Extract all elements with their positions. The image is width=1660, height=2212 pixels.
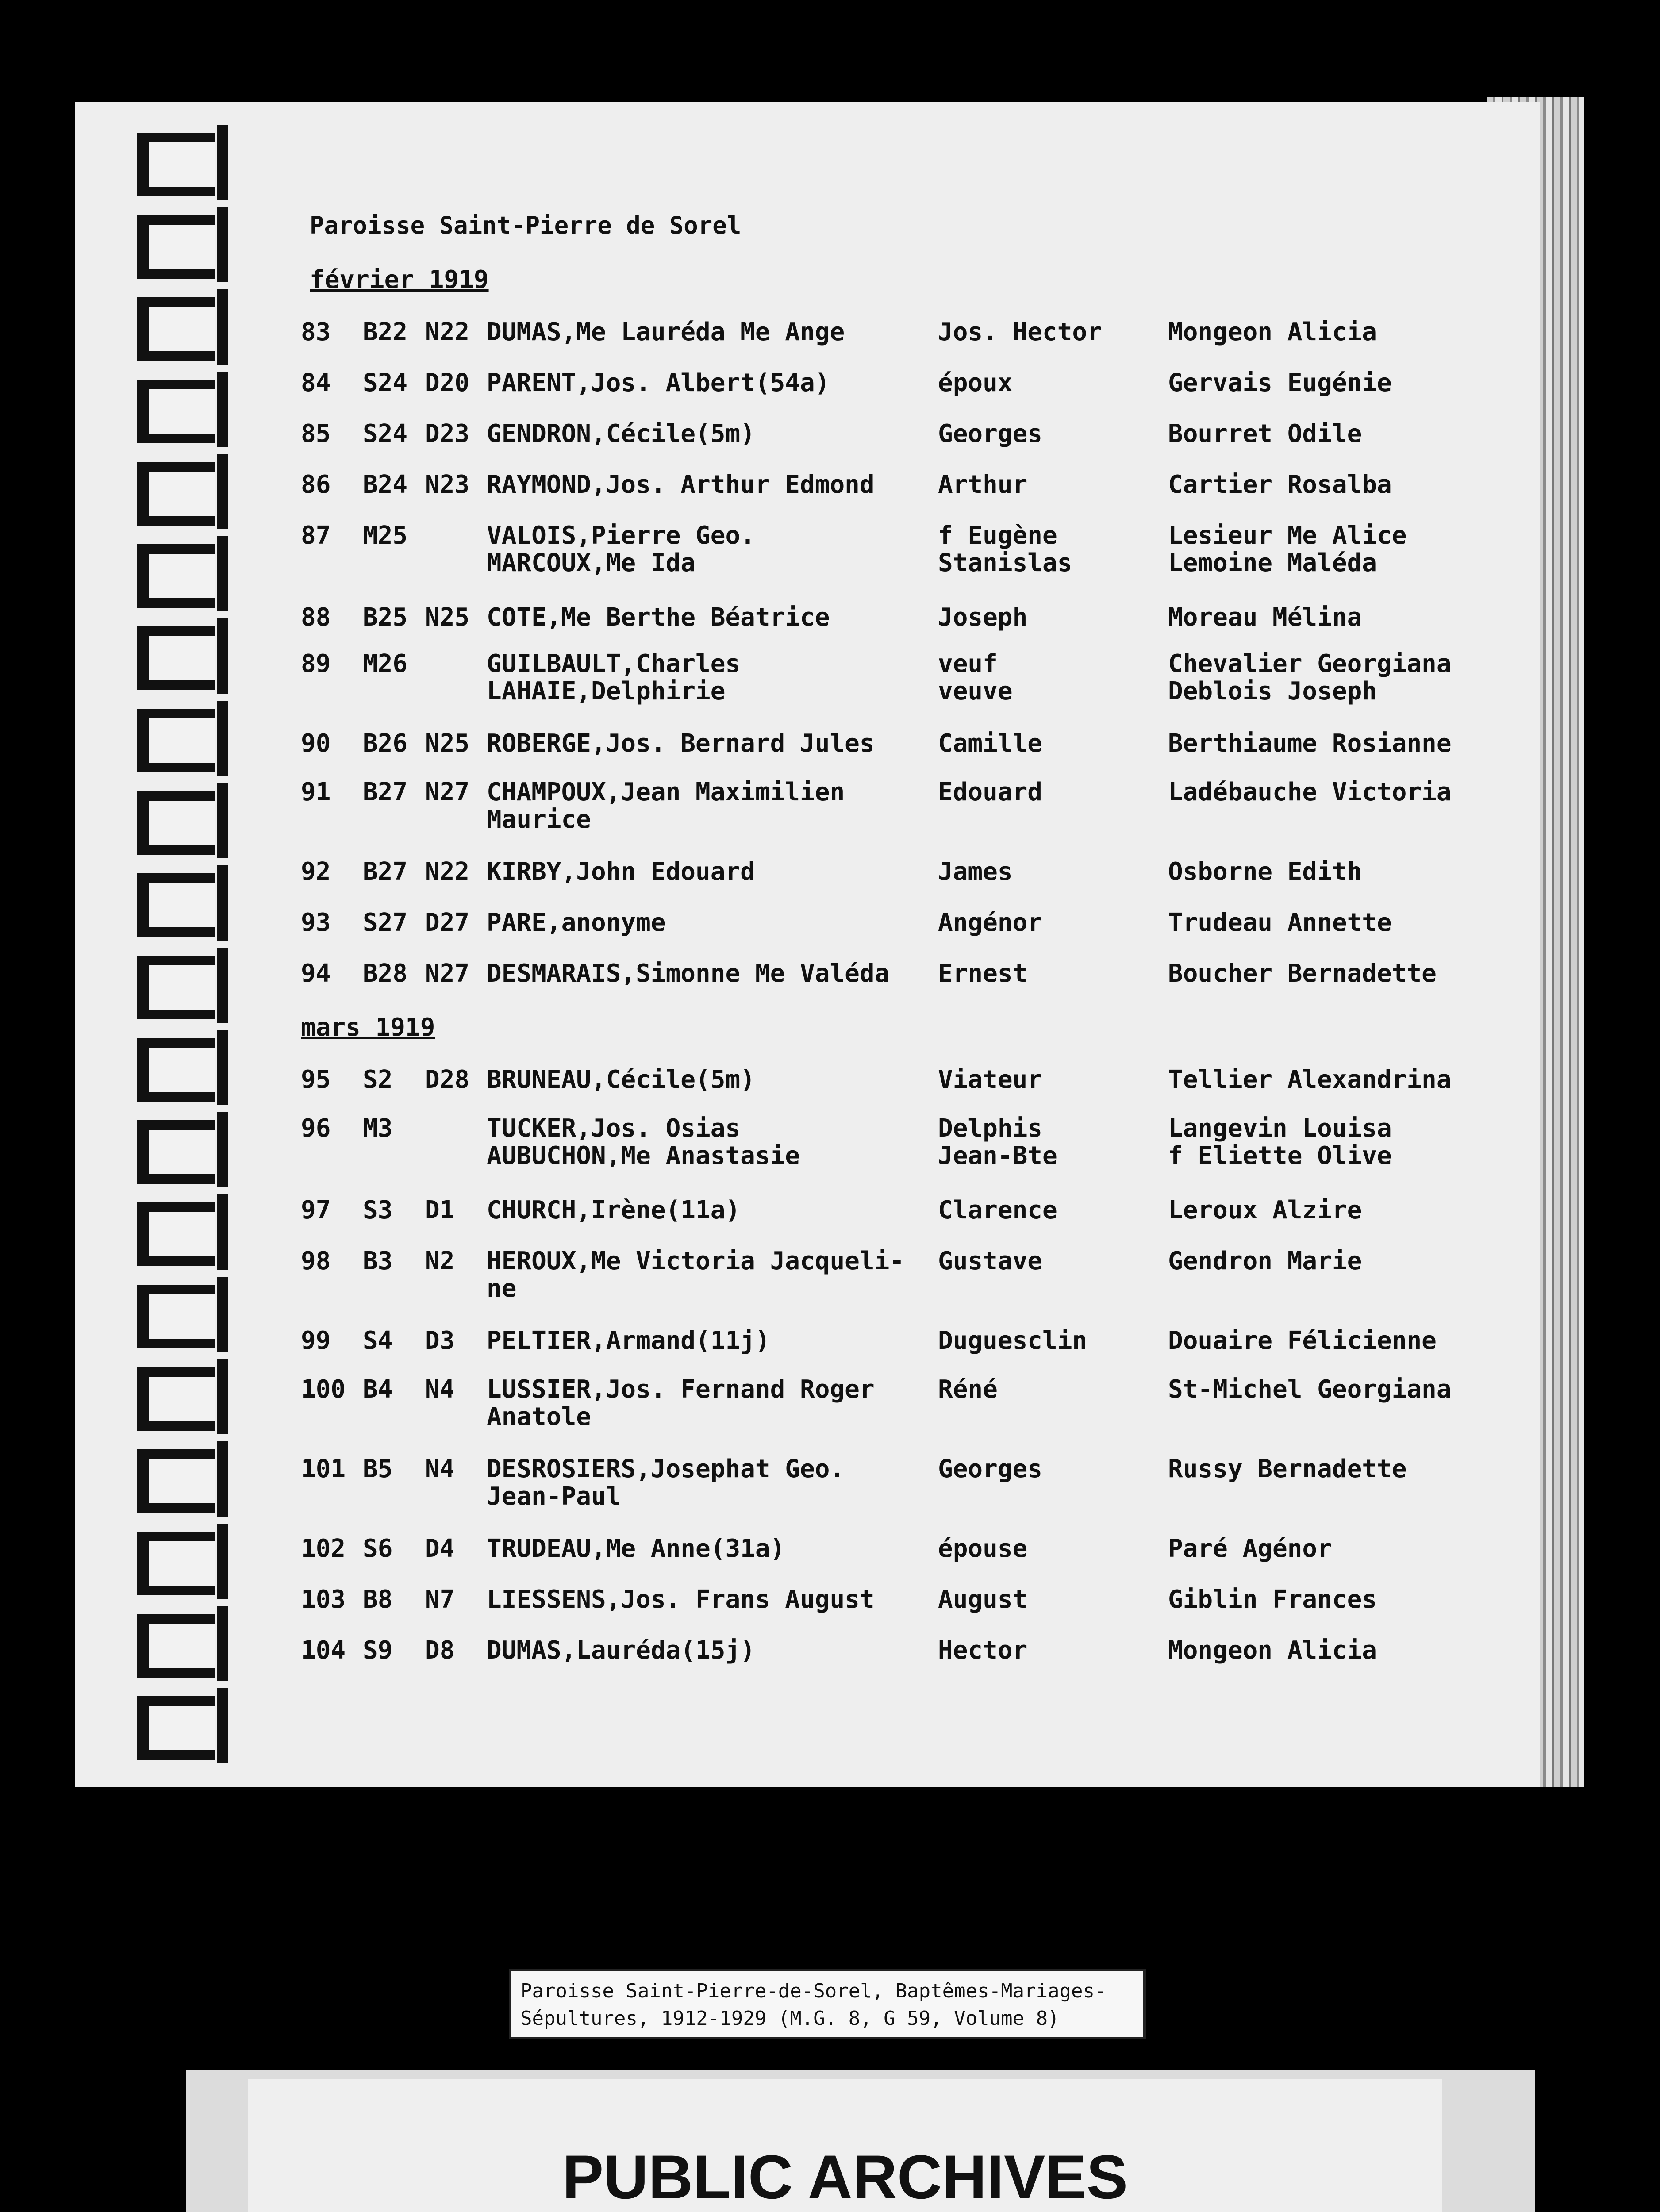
entry-parent: Viateur <box>938 1065 1043 1094</box>
entry-parent: veuf veuve <box>938 649 1013 706</box>
entry-mother: Langevin Louisa f Eliette Olive <box>1168 1114 1392 1170</box>
archives-plate <box>186 2070 1535 2212</box>
entry-parent: James <box>938 857 1013 886</box>
entry-date-code: D20 <box>425 369 470 397</box>
archives-plate-inner <box>248 2079 1442 2212</box>
spiral-binding <box>137 106 215 1787</box>
entry-name: COTE,Me Berthe Béatrice <box>487 603 830 632</box>
archives-line-1: PUBLIC ARCHIVES <box>562 2142 1128 2212</box>
entry-act-code: S3 <box>363 1196 393 1225</box>
entry-act-code: B27 <box>363 778 408 806</box>
binding-ring <box>137 544 215 608</box>
entry-name: DESROSIERS,Josephat Geo. Jean-Paul <box>487 1455 845 1511</box>
entry-number: 100 <box>301 1375 346 1404</box>
entry-number: 86 <box>301 470 331 499</box>
entry-name: BRUNEAU,Cécile(5m) <box>487 1065 755 1094</box>
entry-act-code: B24 <box>363 470 408 499</box>
entry-mother: Ladébauche Victoria <box>1168 778 1452 806</box>
entry-name: DESMARAIS,Simonne Me Valéda <box>487 959 890 988</box>
entry-number: 103 <box>301 1585 346 1614</box>
entry-date-code: D27 <box>425 908 470 937</box>
entry-mother: Bourret Odile <box>1168 419 1362 448</box>
entry-name: LIESSENS,Jos. Frans August <box>487 1585 875 1614</box>
entry-parent: f Eugène Stanislas <box>938 521 1072 577</box>
entry-mother: Douaire Félicienne <box>1168 1326 1437 1355</box>
entry-date-code: D8 <box>425 1636 455 1665</box>
entry-number: 96 <box>301 1114 331 1143</box>
entry-name: HEROUX,Me Victoria Jacqueli- ne <box>487 1247 905 1303</box>
entry-number: 85 <box>301 419 331 448</box>
entry-mother: St-Michel Georgiana <box>1168 1375 1452 1404</box>
parish-heading: Paroisse Saint-Pierre de Sorel <box>310 211 742 239</box>
entry-number: 97 <box>301 1196 331 1225</box>
caption-line-1: Paroisse Saint-Pierre-de-Sorel, Baptêmes-Mariages- <box>520 1980 1107 2002</box>
entry-parent: Hector <box>938 1636 1028 1665</box>
entry-act-code: S27 <box>363 908 408 937</box>
entry-mother: Trudeau Annette <box>1168 908 1392 937</box>
entry-mother: Gervais Eugénie <box>1168 369 1392 397</box>
entry-number: 99 <box>301 1326 331 1355</box>
entry-act-code: B4 <box>363 1375 393 1404</box>
binding-ring <box>137 956 215 1019</box>
entry-name: TUCKER,Jos. Osias AUBUCHON,Me Anastasie <box>487 1114 800 1170</box>
entry-name: VALOIS,Pierre Geo. MARCOUX,Me Ida <box>487 521 755 577</box>
entry-act-code: B27 <box>363 857 408 886</box>
entry-parent: Jos. Hector <box>938 318 1102 346</box>
entry-number: 88 <box>301 603 331 632</box>
entry-mother: Chevalier Georgiana Deblois Joseph <box>1168 649 1452 706</box>
entry-date-code: N4 <box>425 1455 455 1483</box>
entry-act-code: S24 <box>363 369 408 397</box>
entry-number: 84 <box>301 369 331 397</box>
entry-parent: épouse <box>938 1534 1028 1563</box>
entry-number: 93 <box>301 908 331 937</box>
entry-name: DUMAS,Me Lauréda Me Ange <box>487 318 845 346</box>
entry-parent: Georges <box>938 1455 1043 1483</box>
entry-parent: Edouard <box>938 778 1043 806</box>
entry-date-code: N27 <box>425 959 470 988</box>
binding-ring <box>137 1202 215 1266</box>
entry-mother: Tellier Alexandrina <box>1168 1065 1452 1094</box>
entry-parent: Delphis Jean-Bte <box>938 1114 1057 1170</box>
entry-mother: Mongeon Alicia <box>1168 1636 1377 1665</box>
entry-number: 98 <box>301 1247 331 1275</box>
binding-ring <box>137 1038 215 1102</box>
entry-number: 83 <box>301 318 331 346</box>
binding-ring <box>137 1120 215 1184</box>
entry-mother: Leroux Alzire <box>1168 1196 1362 1225</box>
entry-mother: Boucher Bernadette <box>1168 959 1437 988</box>
entry-mother: Russy Bernadette <box>1168 1455 1407 1483</box>
entry-date-code: N2 <box>425 1247 455 1275</box>
entry-date-code: D23 <box>425 419 470 448</box>
binding-ring <box>137 1449 215 1513</box>
binding-ring <box>137 709 215 772</box>
binding-ring <box>137 1614 215 1678</box>
entry-act-code: S9 <box>363 1636 393 1665</box>
entry-parent: August <box>938 1585 1028 1614</box>
binding-ring <box>137 873 215 937</box>
entry-name: PARENT,Jos. Albert(54a) <box>487 369 830 397</box>
entry-act-code: S6 <box>363 1534 393 1563</box>
entry-act-code: S2 <box>363 1065 393 1094</box>
entry-mother: Berthiaume Rosianne <box>1168 729 1452 758</box>
entry-parent: Clarence <box>938 1196 1057 1225</box>
entry-mother: Giblin Frances <box>1168 1585 1377 1614</box>
entry-date-code: N22 <box>425 318 470 346</box>
entry-parent: Angénor <box>938 908 1043 937</box>
entry-act-code: S24 <box>363 419 408 448</box>
binding-ring <box>137 1367 215 1431</box>
entry-name: CHAMPOUX,Jean Maximilien Maurice <box>487 778 845 834</box>
entry-mother: Lesieur Me Alice Lemoine Maléda <box>1168 521 1407 577</box>
entry-name: GENDRON,Cécile(5m) <box>487 419 755 448</box>
entry-mother: Paré Agénor <box>1168 1534 1332 1563</box>
entry-act-code: M26 <box>363 649 408 678</box>
entry-date-code: D1 <box>425 1196 455 1225</box>
entry-date-code: N22 <box>425 857 470 886</box>
entry-date-code: N25 <box>425 603 470 632</box>
entry-number: 102 <box>301 1534 346 1563</box>
entry-act-code: B26 <box>363 729 408 758</box>
entry-parent: Georges <box>938 419 1043 448</box>
entry-act-code: M3 <box>363 1114 393 1143</box>
entry-date-code: N23 <box>425 470 470 499</box>
entry-name: LUSSIER,Jos. Fernand Roger Anatole <box>487 1375 875 1431</box>
entry-name: DUMAS,Lauréda(15j) <box>487 1636 755 1665</box>
entry-number: 87 <box>301 521 331 550</box>
entry-number: 91 <box>301 778 331 806</box>
entry-number: 90 <box>301 729 331 758</box>
entry-number: 92 <box>301 857 331 886</box>
entry-act-code: B25 <box>363 603 408 632</box>
entry-parent: Ernest <box>938 959 1028 988</box>
entry-act-code: S4 <box>363 1326 393 1355</box>
entry-name: PELTIER,Armand(11j) <box>487 1326 770 1355</box>
binding-ring <box>137 1696 215 1760</box>
entry-act-code: M25 <box>363 521 408 550</box>
entry-name: RAYMOND,Jos. Arthur Edmond <box>487 470 875 499</box>
entry-date-code: N7 <box>425 1585 455 1614</box>
binding-ring <box>137 297 215 361</box>
entry-mother: Cartier Rosalba <box>1168 470 1392 499</box>
entry-mother: Moreau Mélina <box>1168 603 1362 632</box>
entry-number: 95 <box>301 1065 331 1094</box>
caption-line-2: Sépultures, 1912-1929 (M.G. 8, G 59, Volume 8) <box>520 2007 1060 2030</box>
entry-act-code: B22 <box>363 318 408 346</box>
entry-mother: Mongeon Alicia <box>1168 318 1377 346</box>
entry-act-code: B28 <box>363 959 408 988</box>
entry-act-code: B3 <box>363 1247 393 1275</box>
entry-date-code: N4 <box>425 1375 455 1404</box>
binding-ring <box>137 791 215 855</box>
entry-parent: Joseph <box>938 603 1028 632</box>
microfilm-caption <box>509 1969 1146 2039</box>
entry-date-code: N25 <box>425 729 470 758</box>
entry-name: ROBERGE,Jos. Bernard Jules <box>487 729 875 758</box>
entry-number: 94 <box>301 959 331 988</box>
entry-parent: Gustave <box>938 1247 1043 1275</box>
entry-parent: Camille <box>938 729 1043 758</box>
entry-name: CHURCH,Irène(11a) <box>487 1196 741 1225</box>
entry-name: GUILBAULT,Charles LAHAIE,Delphirie <box>487 649 741 706</box>
entry-number: 104 <box>301 1636 346 1665</box>
binding-ring <box>137 215 215 279</box>
binding-ring <box>137 380 215 443</box>
binding-ring <box>137 462 215 526</box>
binding-ring <box>137 1285 215 1348</box>
binding-ring <box>137 1532 215 1595</box>
month-heading: mars 1919 <box>301 1013 435 1042</box>
entry-parent: Réné <box>938 1375 998 1404</box>
entry-mother: Gendron Marie <box>1168 1247 1362 1275</box>
entry-date-code: D4 <box>425 1534 455 1563</box>
entry-date-code: N27 <box>425 778 470 806</box>
month-heading: février 1919 <box>310 265 489 294</box>
entry-act-code: B8 <box>363 1585 393 1614</box>
entry-mother: Osborne Edith <box>1168 857 1362 886</box>
entry-parent: époux <box>938 369 1013 397</box>
entry-date-code: D28 <box>425 1065 470 1094</box>
entry-number: 89 <box>301 649 331 678</box>
entry-number: 101 <box>301 1455 346 1483</box>
entry-parent: Arthur <box>938 470 1028 499</box>
entry-parent: Duguesclin <box>938 1326 1087 1355</box>
binding-ring <box>137 626 215 690</box>
entry-name: TRUDEAU,Me Anne(31a) <box>487 1534 785 1563</box>
entry-name: KIRBY,John Edouard <box>487 857 755 886</box>
entry-date-code: D3 <box>425 1326 455 1355</box>
entry-act-code: B5 <box>363 1455 393 1483</box>
binding-ring <box>137 133 215 196</box>
entry-name: PARE,anonyme <box>487 908 666 937</box>
